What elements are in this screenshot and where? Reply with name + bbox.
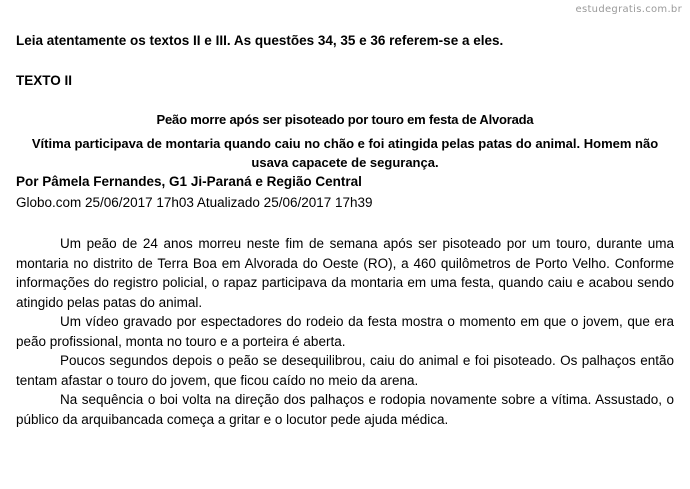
instructions: Leia atentamente os textos II e III. As questões 34, 35 e 36 referem-se a eles. — [16, 33, 504, 48]
article-body — [16, 234, 674, 429]
text-label: TEXTO II — [16, 73, 73, 88]
watermark: estudegratis.com.br — [575, 4, 682, 15]
paragraph: Na sequência o boi volta na direção dos palhaços e rodopia novamente sobre a vítima. Assustado, o público da arquibancada começa a gritar e o locutor pede ajuda médica. — [16, 392, 674, 427]
article-author: Por Pâmela Fernandes, G1 Ji-Paraná e Região Central — [16, 174, 362, 189]
article-headline: Peão morre após ser pisoteado por touro em festa de Alvorada — [156, 112, 534, 127]
paragraph: Um vídeo gravado por espectadores do rodeio da festa mostra o momento em que o jovem, que era peão profissional, monta no touro e a porteira é aberta. — [16, 314, 674, 349]
article-dateline: Globo.com 25/06/2017 17h03 Atualizado 25/06/2017 17h39 — [16, 195, 373, 210]
article-subheadline: Vítima participava de montaria quando caiu no chão e foi atingida pelas patas do animal. Homem não usava capacete de segurança. — [31, 136, 659, 170]
paragraph: Um peão de 24 anos morreu neste fim de semana após ser pisoteado por um touro, durante uma montaria no distrito de Terra Boa em Alvorada do Oeste (RO), a 460 quilômetros de Porto Velho. Conforme informações do registro policial, o rapaz participava da montaria em uma festa, quando caiu e acabou sendo atingido pelas patas do animal. — [16, 236, 674, 310]
paragraph: Poucos segundos depois o peão se desequilibrou, caiu do animal e foi pisoteado. Os palhaços então tentam afastar o touro do jovem, que ficou caído no meio da arena. — [16, 353, 674, 388]
